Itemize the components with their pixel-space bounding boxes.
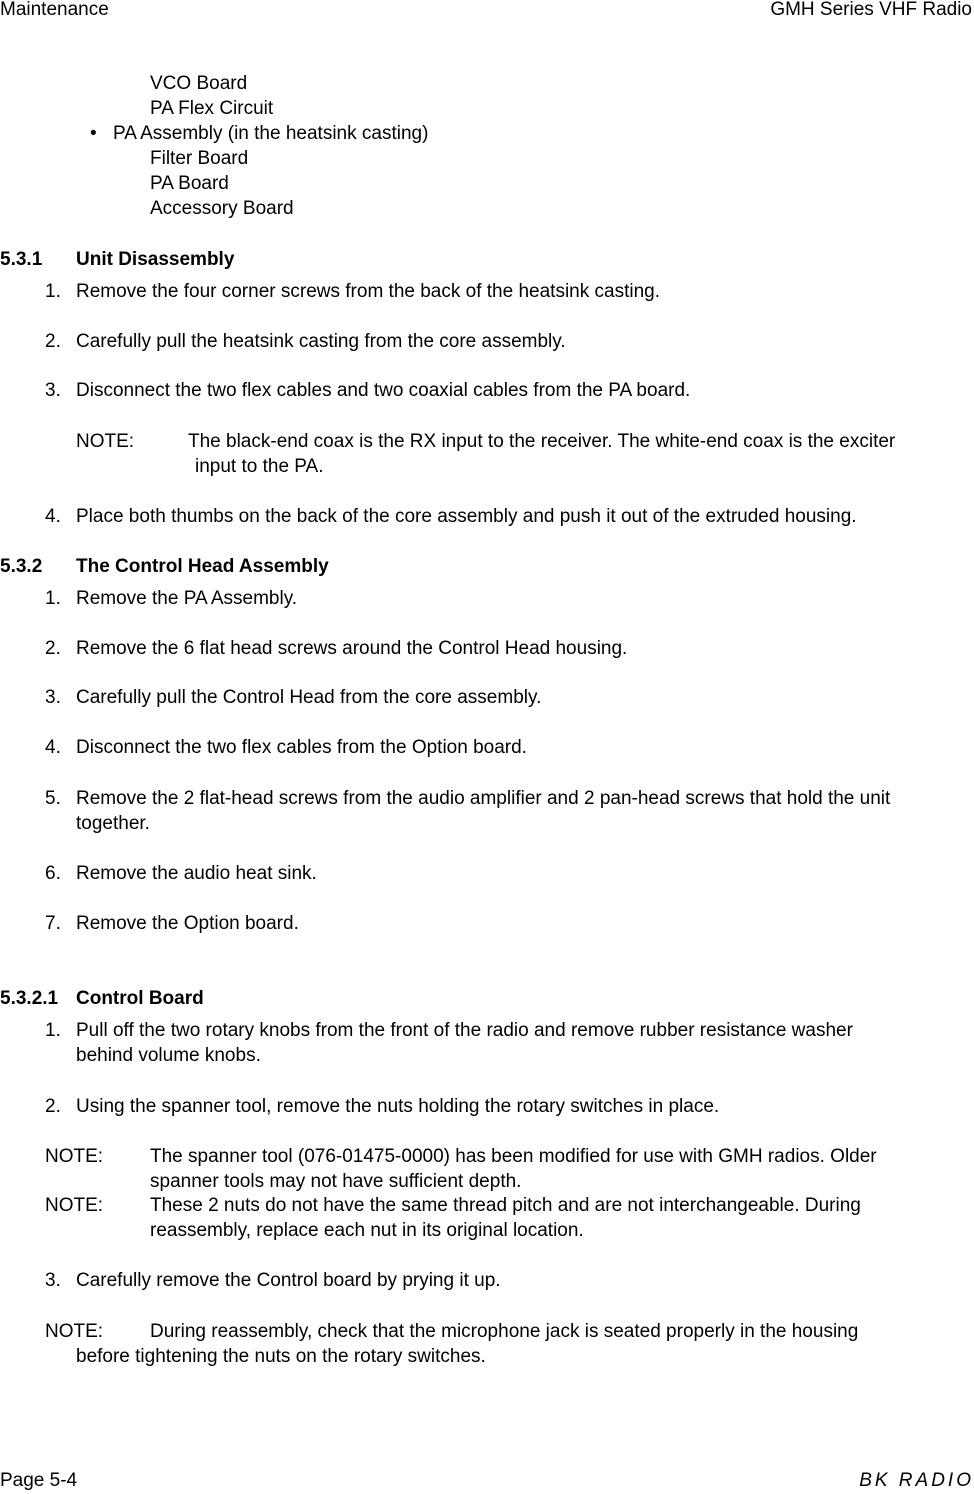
- step-text: behind volume knobs.: [76, 1045, 261, 1066]
- step-number: 1.: [45, 1020, 61, 1041]
- note-text: before tightening the nuts on the rotary switches.: [76, 1346, 486, 1367]
- step-text: Remove the Option board.: [76, 913, 299, 934]
- step-text: Carefully pull the heatsink casting from the core assembly.: [76, 331, 566, 352]
- list-subitem: Filter Board: [150, 148, 249, 169]
- step-number: 7.: [45, 913, 61, 934]
- step-text: Place both thumbs on the back of the core assembly and push it out of the extruded housing.: [76, 506, 857, 527]
- step-text: Remove the 6 flat head screws around the Control Head housing.: [76, 638, 628, 659]
- list-subitem: VCO Board: [150, 73, 248, 94]
- page-number: Page 5-4: [0, 1470, 78, 1491]
- step-text: Pull off the two rotary knobs from the front of the radio and remove rubber resistance washer: [76, 1020, 853, 1041]
- section-number: 5.3.2.1: [0, 988, 59, 1009]
- header-left: Maintenance: [0, 0, 109, 20]
- step-text: Remove the four corner screws from the back of the heatsink casting.: [76, 281, 660, 302]
- step-number: 3.: [45, 687, 61, 708]
- step-number: 3.: [45, 1270, 61, 1291]
- note-label: NOTE:: [45, 1195, 104, 1216]
- section-title: Control Board: [76, 988, 204, 1009]
- step-text: Carefully remove the Control board by prying it up.: [76, 1270, 501, 1291]
- step-text: Remove the 2 flat-head screws from the audio amplifier and 2 pan-head screws that hold the unit: [76, 788, 891, 809]
- note-label: NOTE:: [76, 431, 135, 452]
- section-title: The Control Head Assembly: [76, 556, 329, 577]
- note-text: input to the PA.: [195, 456, 324, 477]
- note-text: During reassembly, check that the microphone jack is seated properly in the housing: [150, 1321, 859, 1342]
- note-text: These 2 nuts do not have the same thread pitch and are not interchangeable. During: [150, 1195, 861, 1216]
- step-number: 4.: [45, 506, 61, 527]
- step-number: 5.: [45, 788, 61, 809]
- step-number: 2.: [45, 331, 61, 352]
- list-subitem: PA Flex Circuit: [150, 98, 274, 119]
- step-text: Remove the audio heat sink.: [76, 863, 317, 884]
- list-item: PA Assembly (in the heatsink casting): [113, 123, 429, 144]
- step-text: Carefully pull the Control Head from the core assembly.: [76, 687, 542, 708]
- list-subitem: Accessory Board: [150, 198, 294, 219]
- note-label: NOTE:: [45, 1146, 104, 1167]
- step-number: 2.: [45, 638, 61, 659]
- step-number: 6.: [45, 863, 61, 884]
- header-right: GMH Series VHF Radio: [770, 0, 972, 20]
- list-subitem: PA Board: [150, 173, 229, 194]
- note-text: spanner tools may not have sufficient depth.: [150, 1171, 522, 1192]
- note-text: The spanner tool (076-01475-0000) has been modified for use with GMH radios. Older: [150, 1146, 877, 1167]
- step-text: Remove the PA Assembly.: [76, 588, 298, 609]
- step-number: 2.: [45, 1096, 61, 1117]
- step-text: Disconnect the two flex cables and two coaxial cables from the PA board.: [76, 380, 691, 401]
- bullet-icon: •: [90, 123, 97, 144]
- section-number: 5.3.1: [0, 249, 43, 270]
- step-text: together.: [76, 813, 150, 834]
- note-text: reassembly, replace each nut in its original location.: [150, 1220, 584, 1241]
- step-number: 3.: [45, 380, 61, 401]
- note-text: The black-end coax is the RX input to the receiver. The white-end coax is the exciter: [188, 431, 896, 452]
- step-number: 1.: [45, 588, 61, 609]
- step-number: 4.: [45, 737, 61, 758]
- brand-name: BK RADIO: [859, 1470, 974, 1491]
- step-text: Using the spanner tool, remove the nuts holding the rotary switches in place.: [76, 1096, 720, 1117]
- section-title: Unit Disassembly: [76, 249, 235, 270]
- note-label: NOTE:: [45, 1321, 104, 1342]
- step-text: Disconnect the two flex cables from the Option board.: [76, 737, 527, 758]
- step-number: 1.: [45, 281, 61, 302]
- section-number: 5.3.2: [0, 556, 43, 577]
